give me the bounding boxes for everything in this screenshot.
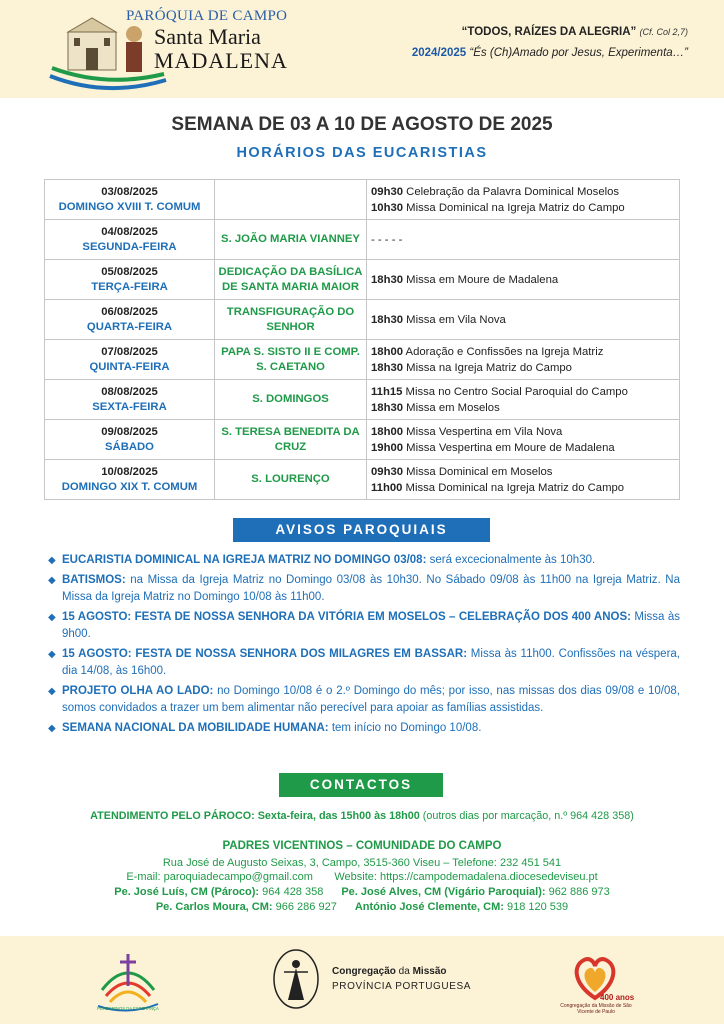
event-time: 19h00 (371, 441, 404, 454)
schedule-row (45, 260, 680, 300)
community-address: Rua José de Augusto Seixas, 3, Campo, 3515-360 Viseu – Telefone: 232 451 541 (162, 857, 562, 869)
parish-name-line1: PARÓQUIA DE CAMPO (126, 8, 288, 24)
schedule-events-cell (367, 180, 680, 220)
motto-title: “TODOS, RAÍZES DA ALEGRIA” (Cf. Col 2,7) (461, 26, 688, 38)
schedule-events-cell (367, 300, 680, 340)
schedule-date: 06/08/2025 (101, 305, 158, 318)
event-time: 10h30 (371, 201, 404, 214)
event-time: 09h30 (371, 465, 404, 478)
schedule-date: 09/08/2025 (101, 425, 158, 438)
schedule-liturgical-note: S. LOURENÇO (215, 460, 367, 500)
notice-heading: EUCARISTIA DOMINICAL NA IGREJA MATRIZ NO DOMINGO 03/08: (62, 554, 427, 566)
motto-reference: (Cf. Col 2,7) (639, 27, 688, 37)
anniversary-text: 400 anos (600, 993, 635, 1002)
schedule-date-cell (45, 380, 215, 420)
notice-text: na Missa da Igreja Matriz no Domingo 03/08 às 10h30. No Sábado 09/08 às 11h00 na Igreja Matriz. Na Missa da Igreja Matriz no Domingo 10/08 às 11h00. (62, 574, 680, 603)
parish-name-line3: MADALENA (154, 48, 288, 73)
congregation-missao: Missão (412, 966, 447, 977)
mass-schedule-table (44, 179, 680, 500)
schedule-date-cell (45, 340, 215, 380)
event-description: Missa Dominical em Moselos (403, 465, 553, 478)
schedule-liturgical-note: S. TERESA BENEDITA DA CRUZ (215, 420, 367, 460)
priest1-phone: 964 428 358 (259, 886, 324, 898)
attendance-note: (outros dias por marcação, n.º 964 428 358) (419, 810, 634, 822)
notices-list (48, 552, 680, 740)
notice-item (48, 720, 680, 737)
anniversary-logo (566, 948, 635, 1006)
schedule-events-cell (367, 340, 680, 380)
schedule-row (45, 220, 680, 260)
schedule-liturgical-note: DEDICAÇÃO DA BASÍLICA DE SANTA MARIA MAIOR (215, 260, 367, 300)
schedule-date: 03/08/2025 (101, 185, 158, 198)
event-time: 18h00 (371, 425, 404, 438)
schedule-date-cell (45, 180, 215, 220)
congregation-name (332, 966, 447, 977)
week-title: SEMANA DE 03 A 10 DE AGOSTO DE 2025 (171, 114, 553, 135)
schedule-events-cell (367, 380, 680, 420)
schedule-date-cell (45, 300, 215, 340)
schedule-event (371, 480, 679, 496)
schedule-date: 04/08/2025 (101, 225, 158, 238)
schedule-event (371, 360, 679, 376)
notice-text: será excecionalmente às 10h30. (426, 554, 596, 566)
schedule-event (371, 464, 679, 480)
schedule-liturgical-note: TRANSFIGURAÇÃO DO SENHOR (215, 300, 367, 340)
motto-year: 2024/2025 (411, 47, 467, 59)
notice-item (48, 646, 680, 680)
schedule-date-cell (45, 420, 215, 460)
schedule-date-cell (45, 460, 215, 500)
schedule-weekday: QUARTA-FEIRA (86, 320, 173, 333)
schedule-row (45, 340, 680, 380)
notice-heading: 15 AGOSTO: FESTA DE NOSSA SENHORA DA VITÓRIA EM MOSELOS – CELEBRAÇÃO DOS 400 ANOS: (62, 611, 631, 623)
jubilee-logo-text: PEREGRINOS DA ESPERANÇA (97, 1006, 159, 1011)
priest2-phone: 962 886 973 (545, 886, 610, 898)
event-time: 18h30 (371, 273, 404, 286)
schedule-row (45, 460, 680, 500)
event-time: 18h30 (371, 313, 404, 326)
motto-text: “És (Ch)Amado por Jesus, Experimenta…” (469, 47, 688, 59)
schedule-date: 08/08/2025 (101, 385, 158, 398)
diamond-bullet-icon: ◆ (48, 555, 56, 566)
event-description: Missa em Vila Nova (403, 313, 506, 326)
notice-item (48, 552, 680, 569)
diamond-bullet-icon: ◆ (48, 686, 56, 697)
congregation-da: da (395, 966, 413, 977)
event-time: 11h15 (371, 385, 403, 398)
schedule-event (371, 344, 679, 360)
contacts-banner: CONTACTOS (279, 773, 443, 797)
priest4-name: António José Clemente, CM: (354, 901, 504, 913)
notice-heading: 15 AGOSTO: FESTA DE NOSSA SENHORA DOS MILAGRES EM BASSAR: (62, 648, 468, 660)
province-name: PROVÍNCIA PORTUGUESA (332, 981, 472, 992)
schedule-row (45, 380, 680, 420)
schedule-events-cell (367, 220, 680, 260)
schedule-event (371, 200, 679, 216)
schedule-event (371, 384, 679, 400)
event-description: Missa Vespertina em Vila Nova (403, 425, 563, 438)
schedule-liturgical-note: PAPA S. SISTO II E COMP. S. CAETANO (215, 340, 367, 380)
schedule-row (45, 300, 680, 340)
congregation-medallion (270, 948, 322, 1010)
notice-heading: SEMANA NACIONAL DA MOBILIDADE HUMANA: (62, 722, 329, 734)
schedule-liturgical-note: S. JOÃO MARIA VIANNEY (215, 220, 367, 260)
schedule-subtitle: HORÁRIOS DAS EUCARISTIAS (236, 145, 488, 161)
notice-text: tem início no Domingo 10/08. (328, 722, 482, 734)
schedule-date: 07/08/2025 (101, 345, 158, 358)
schedule-event (371, 440, 679, 456)
priest1-name: Pe. José Luís, CM (Pároco): (114, 886, 260, 898)
schedule-weekday: QUINTA-FEIRA (89, 360, 170, 373)
notice-item (48, 572, 680, 606)
event-description: Missa Dominical na Igreja Matriz do Campo (402, 481, 625, 494)
schedule-events-cell (367, 420, 680, 460)
event-time: 09h30 (371, 185, 404, 198)
schedule-date-cell (45, 220, 215, 260)
attendance-hours: ATENDIMENTO PELO PÁROCO: Sexta-feira, das 15h00 às 18h00 (90, 810, 420, 822)
event-time: 18h30 (371, 361, 404, 374)
schedule-row (45, 180, 680, 220)
motto-year-line (412, 47, 688, 59)
schedule-liturgical-note: S. DOMINGOS (215, 380, 367, 420)
notice-item (48, 683, 680, 717)
community-email-website: E-mail: paroquiadecampo@gmail.com Website: https://campodemadalena.diocesedeviseu.pt (126, 871, 598, 883)
schedule-events-cell (367, 260, 680, 300)
schedule-row (45, 420, 680, 460)
notice-item (48, 609, 680, 643)
schedule-event (371, 184, 679, 200)
event-description: Missa na Igreja Matriz do Campo (403, 361, 572, 374)
schedule-weekday: TERÇA-FEIRA (91, 280, 168, 293)
priest4-phone: 918 120 539 (503, 901, 569, 913)
anniversary-subtext: Congregação da Missão de São Vicente de Paulo (560, 1003, 632, 1015)
schedule-event (371, 272, 679, 288)
diamond-bullet-icon: ◆ (48, 723, 56, 734)
attendance-info (0, 810, 724, 822)
community-title: PADRES VICENTINOS – COMUNIDADE DO CAMPO (222, 840, 502, 852)
congregation-word: Congregação (332, 966, 396, 977)
schedule-date-cell (45, 260, 215, 300)
diamond-bullet-icon: ◆ (48, 612, 56, 623)
event-description: Missa no Centro Social Paroquial do Campo (402, 385, 628, 398)
notices-banner: AVISOS PAROQUIAIS (233, 518, 490, 542)
notice-text: no Domingo 10/08 é o 2.º Domingo do mês; por isso, nas missas dos dias 09/08 e 10/08, somos convidados a trazer um bem alimentar não perecível para apoiar as famílias assistidas. (62, 685, 680, 714)
diamond-bullet-icon: ◆ (48, 649, 56, 660)
priest2-name: Pe. José Alves, CM (Vigário Paroquial): (341, 886, 546, 898)
priests-line2 (0, 901, 724, 913)
event-time: 18h30 (371, 401, 404, 414)
priest3-phone: 966 286 927 (272, 901, 337, 913)
priest3-name: Pe. Carlos Moura, CM: (155, 901, 273, 913)
schedule-event (371, 232, 679, 248)
schedule-liturgical-note (215, 180, 367, 220)
event-description: - - - - - (371, 233, 403, 246)
notice-heading: BATISMOS: (62, 574, 126, 586)
jubilee-logo (92, 946, 164, 1012)
event-description: Celebração da Palavra Dominical Moselos (403, 185, 620, 198)
schedule-events-cell (367, 460, 680, 500)
notice-heading: PROJETO OLHA AO LADO: (62, 685, 214, 697)
schedule-weekday: DOMINGO XIX T. COMUM (61, 480, 198, 493)
event-description: Missa em Moure de Madalena (403, 273, 559, 286)
notice-text: Missa às 9h00. (62, 611, 680, 640)
schedule-weekday: SEGUNDA-FEIRA (82, 240, 177, 253)
event-description: Missa Dominical na Igreja Matriz do Campo (403, 201, 625, 214)
parish-name-line2: Santa Maria (154, 24, 261, 49)
event-time: 18h00 (371, 345, 404, 358)
diamond-bullet-icon: ◆ (48, 575, 56, 586)
event-description: Missa Vespertina em Moure de Madalena (403, 441, 615, 454)
schedule-event (371, 424, 679, 440)
schedule-event (371, 400, 679, 416)
schedule-event (371, 312, 679, 328)
schedule-date: 10/08/2025 (101, 465, 158, 478)
event-description: Adoração e Confissões na Igreja Matriz (403, 345, 604, 358)
notice-text: Missa às 11h00. Confissões na véspera, dia 14/08, às 16h00. (62, 648, 680, 677)
event-description: Missa em Moselos (403, 401, 500, 414)
schedule-weekday: SÁBADO (105, 440, 154, 453)
priests-line1 (0, 886, 724, 898)
event-time: 11h00 (371, 481, 403, 494)
schedule-weekday: SEXTA-FEIRA (92, 400, 167, 413)
schedule-weekday: DOMINGO XVIII T. COMUM (58, 200, 201, 213)
schedule-date: 05/08/2025 (101, 265, 158, 278)
